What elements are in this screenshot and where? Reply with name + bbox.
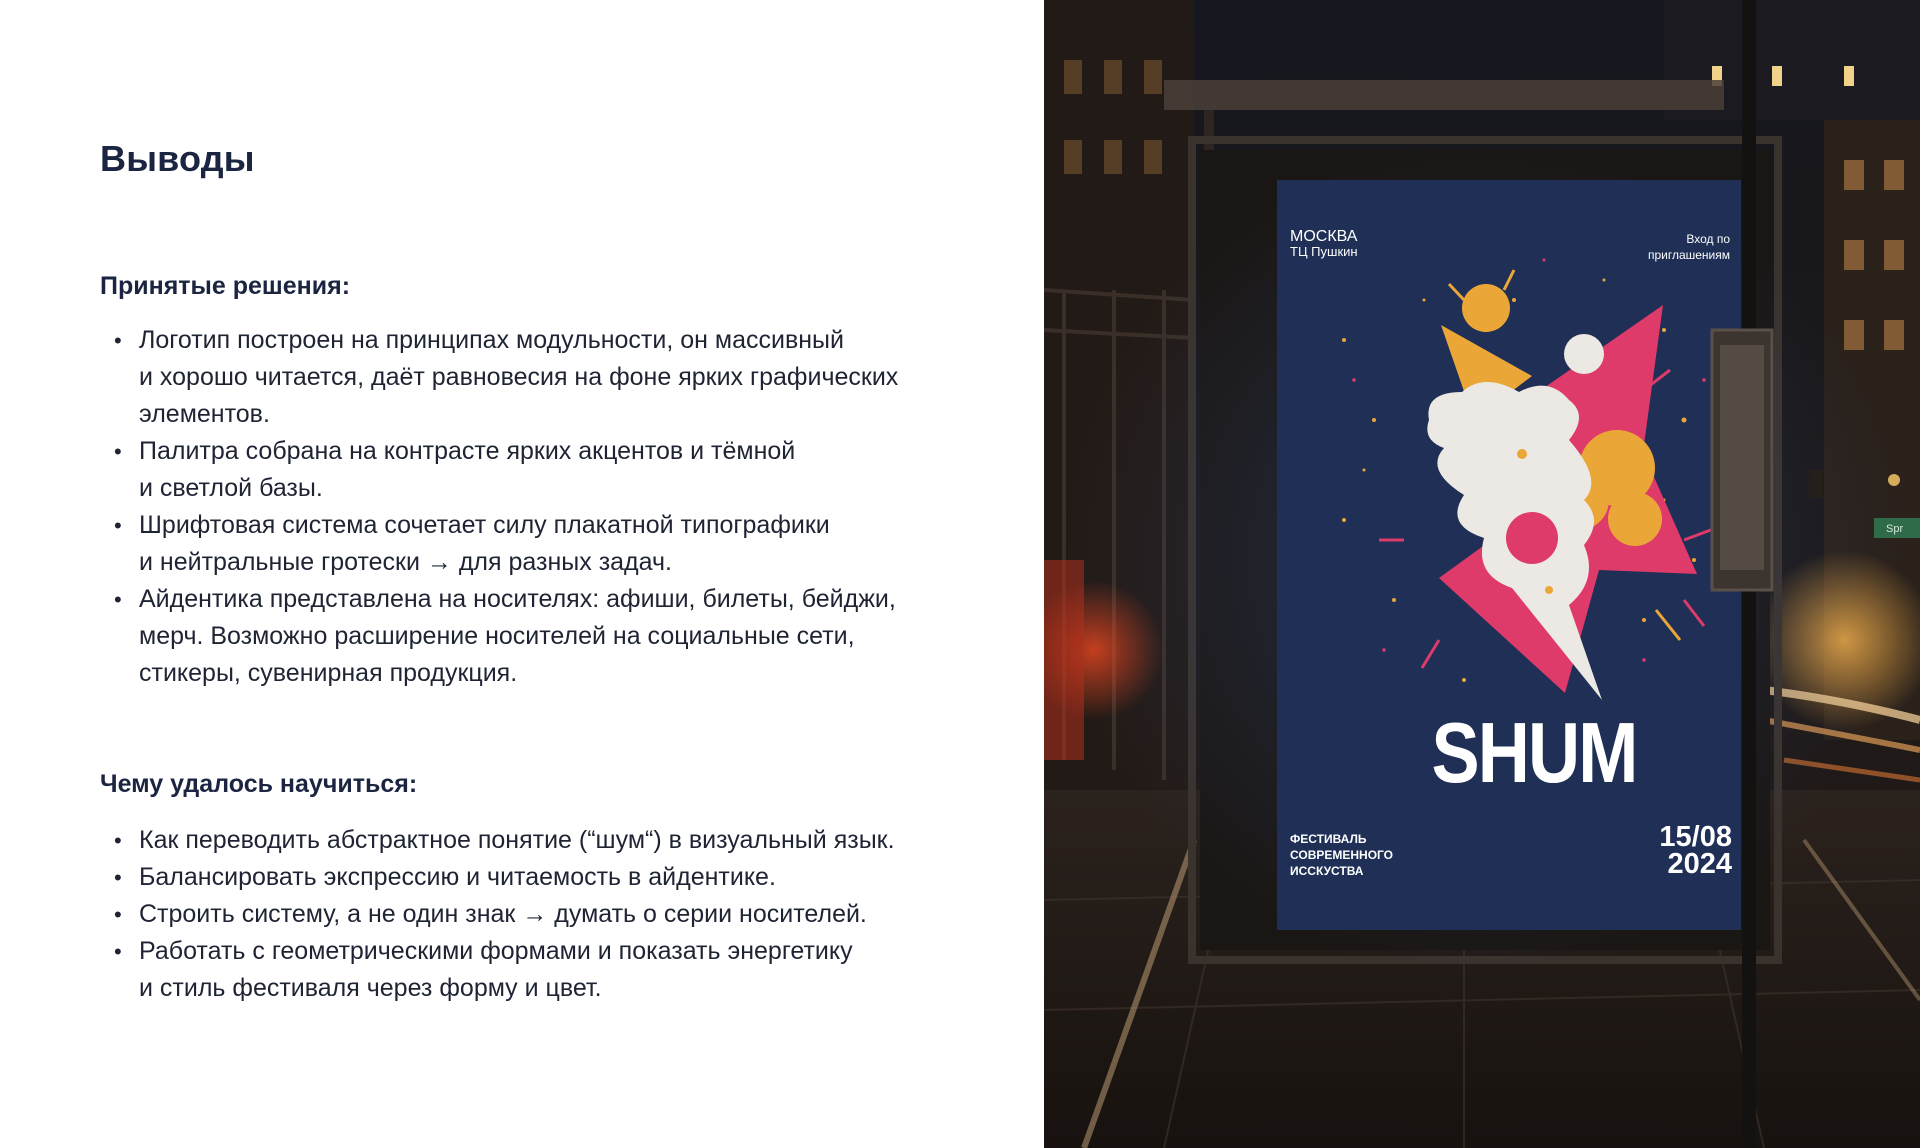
poster-year: 2024	[1667, 848, 1732, 880]
list-item: • Палитра собрана на контрасте ярких акцентов и тёмной и светлой базы.	[100, 433, 980, 507]
poster-entry-line1: Вход по	[1686, 232, 1730, 246]
learnings-heading: Чему удалось научиться:	[100, 770, 418, 798]
poster-festival-line1: ФЕСТИВАЛЬ	[1290, 832, 1367, 846]
list-item: • Шрифтовая система сочетает силу плакатной типографики и нейтральные гротески → для разных задач.	[100, 507, 980, 581]
festival-poster	[1277, 180, 1741, 930]
poster-city: МОСКВА	[1290, 228, 1358, 245]
bullet-icon: •	[114, 328, 122, 353]
learnings-list	[100, 822, 980, 1007]
list-item: • Айдентика представлена на носителях: афиши, билеты, бейджи, мерч. Возможно расширение носителей на социальные сети, стикеры, сувенирная продукция.	[100, 581, 980, 692]
decisions-heading: Принятые решения:	[100, 272, 351, 300]
list-item: • Как переводить абстрактное понятие (“шум“) в визуальный язык.	[100, 822, 980, 859]
street-mockup-photo	[1044, 0, 1920, 1148]
list-item: • Работать с геометрическими формами и показать энергетику и стиль фестиваля через форму и цвет.	[100, 933, 980, 1007]
list-item: • Логотип построен на принципах модульности, он массивный и хорошо читается, даёт равновесия на фоне ярких графических элементов.	[100, 322, 980, 433]
decisions-list	[100, 322, 980, 692]
pink-circle	[1506, 512, 1558, 564]
street-sign-text: Spr	[1886, 523, 1904, 535]
bullet-icon: •	[114, 902, 122, 927]
page-title: Выводы	[100, 138, 255, 179]
bullet-icon: •	[114, 939, 122, 964]
mockup-illustration	[1044, 0, 1920, 1148]
white-circle	[1564, 334, 1604, 374]
poster-venue: ТЦ Пушкин	[1290, 244, 1358, 259]
traffic-light	[1809, 470, 1823, 498]
poster-date: 15/08	[1659, 821, 1732, 853]
list-item: • Строить систему, а не один знак → думать о серии носителей.	[100, 896, 980, 933]
bullet-icon: •	[114, 439, 122, 464]
poster-entry-line2: приглашениям	[1647, 248, 1730, 262]
list-item: • Балансировать экспрессию и читаемость в айдентике.	[100, 859, 980, 896]
poster-festival-line3: ИССКУСТВА	[1290, 864, 1364, 878]
bullet-icon: •	[114, 513, 122, 538]
bullet-icon: •	[114, 587, 122, 612]
bullet-icon: •	[114, 865, 122, 890]
shelter-roof	[1164, 80, 1724, 110]
poster-festival-line2: СОВРЕМЕННОГО	[1290, 848, 1394, 862]
bullet-icon: •	[114, 828, 122, 853]
poster-logo: SHUM	[1431, 705, 1637, 801]
orange-circle-top	[1462, 284, 1510, 332]
